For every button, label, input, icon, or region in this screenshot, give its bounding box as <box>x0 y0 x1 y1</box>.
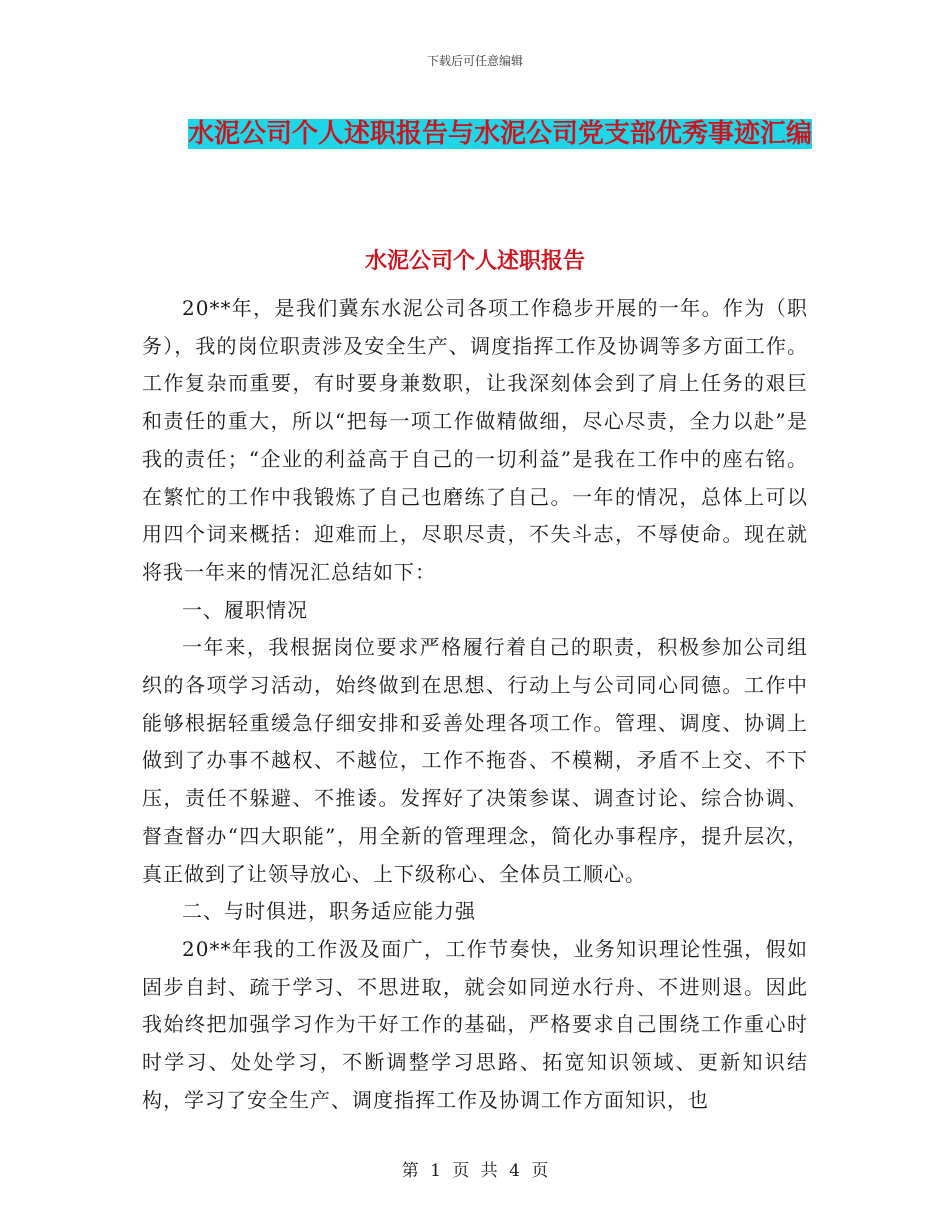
document-title-text: 水泥公司个人述职报告与水泥公司党支部优秀事迹汇编 <box>187 119 812 149</box>
page-header-note: 下载后可任意编辑 <box>426 54 523 68</box>
paragraph-duty-performance: 一年来，我根据岗位要求严格履行着自己的职责，积极参加公司组织的各项学习活动，始终做到在思想、行动上与公司同心同德。工作中能够根据轻重缓急仔细安排和妥善处理各项工作。管理、调度、协调上做到了办事不越权、不越位，工作不拖沓、不模糊，矛盾不上交、不下压，责任不躲避、不推诿。发挥好了决策参谋、调查讨论、综合协调、督查督办“四大职能”，用全新的管理理念，简化办事程序，提升层次，真正做到了让领导放心、上下级称心、全体员工顺心。 <box>142 635 808 886</box>
page-number: 第 1 页 共 4 页 <box>401 1161 549 1181</box>
section-title: 水泥公司个人述职报告 <box>364 248 585 274</box>
paragraph-adaptability: 20**年我的工作汲及面广，工作节奏快，业务知识理论性强，假如固步自封、疏于学习、不思进取，就会如同逆水行舟、不进则退。因此我始终把加强学习作为干好工作的基础，严格要求自己围绕工作重心时时学习、处处学习，不断调整学习思路、拓宽知识领域、更新知识结构，学习了安全生产、调度指挥工作及协调工作方面知识，也 <box>142 936 808 1112</box>
paragraph-intro: 20**年，是我们冀东水泥公司各项工作稳步开展的一年。作为（职务），我的岗位职责涉及安全生产、调度指挥工作及协调等多方面工作。工作复杂而重要，有时要身兼数职，让我深刻体会到了肩上任务的艰巨和责任的重大，所以“把每一项工作做精做细，尽心尽责，全力以赴”是我的责任；“企业的利益高于自己的一切利益”是我在工作中的座右铭。在繁忙的工作中我锻炼了自己也磨练了自己。一年的情况，总体上可以用四个词来概括：迎难而上，尽职尽责，不失斗志，不辱使命。现在就将我一年来的情况汇总结如下： <box>142 296 808 584</box>
heading-adaptability: 二、与时俱进，职务适应能力强 <box>182 899 476 924</box>
document-title <box>120 112 880 156</box>
document-body <box>142 290 808 1119</box>
heading-duty-performance: 一、履职情况 <box>182 597 308 622</box>
